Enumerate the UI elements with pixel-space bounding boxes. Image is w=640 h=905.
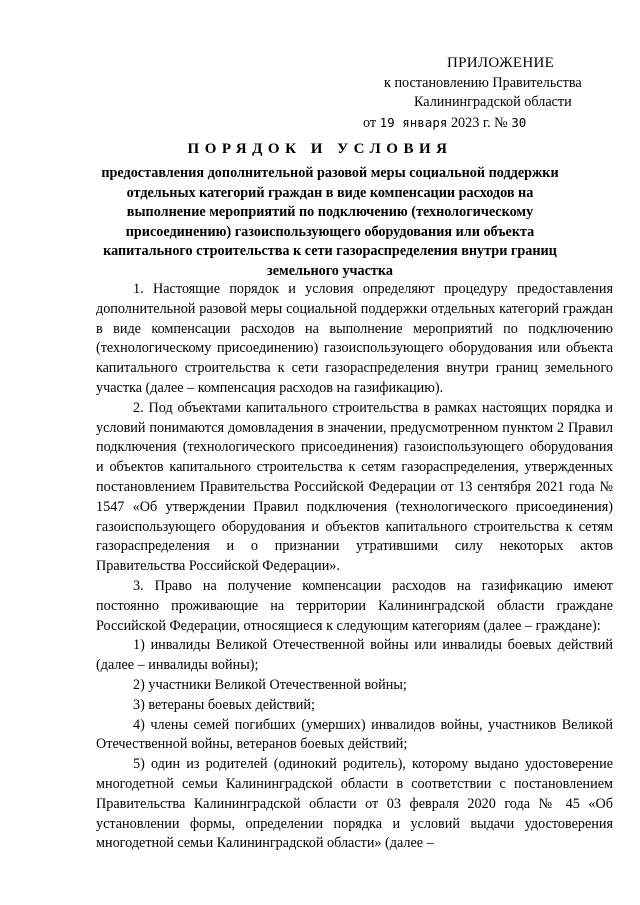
list-item-3: 3) ветераны боевых действий; [133, 696, 315, 713]
appendix-resolution-line: к постановлению Правительства [384, 74, 582, 91]
appendix-date-line [363, 113, 630, 134]
document-number: 30 [511, 114, 527, 130]
paragraph-3: 3. Право на получение компенсации расходов на газификацию имеют постоянно проживающие на территории Калининградской области граждане Российской Федерации, относящиеся к следующим категориям (далее – граждане): [96, 577, 613, 634]
list-item-4: 4) члены семей погибших (умерших) инвалидов войны, участников Великой Отечественной войны, ветеранов боевых действий; [96, 716, 613, 753]
list-item-5: 5) один из родителей (одинокий родитель), которому выдано удостоверение многодетной семьи Калининградской области в соответствии с постановлением Правительства Калининградской области от 03 февраля 2020 года № 45 «Об установлении формы, определении порядка и условий выдачи удостоверения многодетной семьи Калининградской области» (далее – [96, 756, 613, 852]
document-body [96, 280, 613, 854]
list-item-1: 1) инвалиды Великой Отечественной войны или инвалиды боевых действий (далее – инвалиды войны); [96, 637, 613, 674]
appendix-block [363, 54, 630, 133]
date-prefix: от [363, 114, 377, 131]
document-subtitle: предоставления дополнительной разовой меры социальной поддержки отдельных категорий граждан в виде компенсации расходов на выполнение мероприятий по подключению (технологическому присоединению) газоиспользующего оборудования или объекта капитального строительства к сети газораспределения внутри границ земельного участка [101, 165, 559, 279]
date-day-month: 19 января [379, 114, 448, 130]
list-item-2: 2) участники Великой Отечественной войны; [133, 676, 407, 693]
appendix-title: ПРИЛОЖЕНИЕ [447, 55, 555, 71]
paragraph-1: 1. Настоящие порядок и условия определяют процедуру предоставления дополнительной разовой меры социальной поддержки отдельных категорий граждан в виде компенсации расходов на выполнение мероприятий по подключению (технологическому присоединению) газоиспользующего оборудования или объекта капитального строительства к сети газораспределения внутри границ земельного участка (далее – компенсация расходов на газификацию). [96, 281, 613, 396]
appendix-region-line: Калининградской области [414, 94, 572, 110]
date-year: 2023 г. № [450, 114, 508, 131]
document-heading: ПОРЯДОК И УСЛОВИЯ [187, 141, 453, 157]
paragraph-2: 2. Под объектами капитального строительства в рамках настоящих порядка и условий понимаются домовладения в значении, предусмотренном пунктом 2 Правил подключения (технологического присоединения) газоиспользующего оборудования и объектов капитального строительства к сетям газораспределения, утвержденных постановлением Правительства Российской Федерации от 13 сентября 2021 года № 1547 «Об утверждении Правил подключения (технологического присоединения) газоиспользующего оборудования и объектов капитального строительства к сетям газораспределения и о признании утратившими силу некоторых актов Правительства Российской Федерации». [96, 399, 613, 575]
